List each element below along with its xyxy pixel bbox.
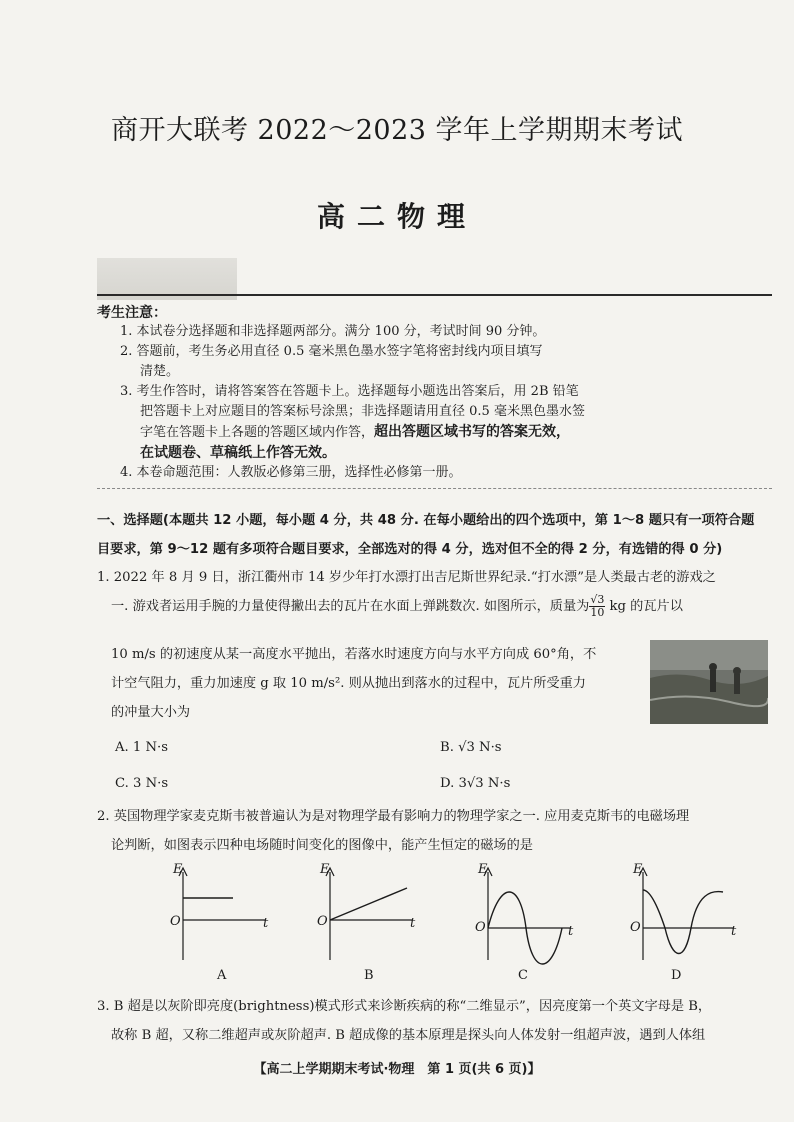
question-line: 的冲量大小为 bbox=[111, 705, 191, 720]
notice-text: 字笔在答题卡上各题的答题区域内作答， bbox=[140, 425, 375, 440]
graph-a-label: A bbox=[217, 968, 227, 983]
axis-t-label: t bbox=[410, 916, 416, 931]
question-text: 一. 游戏者运用手腕的力量使得撇出去的瓦片在水面上弹跳数次. 如图所示，质量为 bbox=[111, 599, 590, 614]
notice-line: 1. 本试卷分选择题和非选择题两部分。满分 100 分，考试时间 90 分钟。 bbox=[120, 324, 546, 339]
question-line: 10 m/s 的初速度从某一高度水平抛出，若落水时速度方向与水平方向成 60°角，不 bbox=[111, 647, 597, 662]
option-d: D. 3√3 N·s bbox=[440, 776, 511, 791]
question-line: 论判断，如图表示四种电场随时间变化的图像中，能产生恒定的磁场的是 bbox=[111, 838, 533, 853]
axis-e-label: E bbox=[320, 862, 330, 877]
question-3 bbox=[97, 992, 777, 1050]
question-line: 3. B 超是以灰阶即亮度(brightness)模式形式来诊断疾病的称“二维显示”，因亮度第一个英文字母是 B， bbox=[97, 999, 712, 1014]
section-divider bbox=[97, 488, 772, 489]
graph-b bbox=[312, 860, 422, 990]
page-footer: 【高二上学期期末考试·物理 第 1 页(共 6 页)】 bbox=[253, 1062, 541, 1077]
graph-b-label: B bbox=[364, 968, 374, 983]
origin-label: O bbox=[475, 920, 486, 935]
question-line: 计空气阻力，重力加速度 g 取 10 m/s². 则从抛出到落水的过程中，瓦片所受重力 bbox=[111, 676, 586, 691]
mass-fraction bbox=[589, 594, 605, 619]
graph-c-label: C bbox=[518, 968, 528, 983]
section-line: 目要求，第 9～12 题有多项符合题目要求，全部选对的得 4 分，选对但不全的得 2 分，有选错的得 0 分) bbox=[97, 542, 723, 557]
axis-t-label: t bbox=[263, 916, 269, 931]
graph-d-plot bbox=[625, 860, 745, 970]
question-1 bbox=[97, 563, 777, 621]
question-1-body bbox=[97, 640, 666, 727]
axis-t-label: t bbox=[731, 924, 737, 939]
notice-heading: 考生注意： bbox=[97, 305, 167, 321]
section-instructions bbox=[97, 506, 777, 564]
question-line: 1. 2022 年 8 月 9 日，浙江衢州市 14 岁少年打水漂打出吉尼斯世界纪录.“打水漂”是人类最古老的游戏之 bbox=[97, 570, 716, 585]
notice-line bbox=[120, 422, 660, 443]
fraction-denominator: 10 bbox=[590, 606, 605, 619]
origin-label: O bbox=[317, 914, 328, 929]
section-line: 一、选择题(本题共 12 小题，每小题 4 分，共 48 分. 在每小题给出的四个选项中，第 1～8 题只有一项符合题 bbox=[97, 513, 755, 528]
option-b: B. √3 N·s bbox=[440, 740, 502, 755]
fraction-numerator: √3 bbox=[590, 593, 605, 606]
subject-title: 高二物理 bbox=[316, 200, 477, 233]
option-a: A. 1 N·s bbox=[115, 740, 168, 755]
exam-title: 商开大联考 2022～2023 学年上学期期末考试 bbox=[110, 115, 684, 146]
graph-d bbox=[625, 860, 745, 990]
stone-skipping-photo bbox=[650, 640, 768, 724]
graph-c bbox=[470, 860, 580, 990]
axis-e-label: E bbox=[633, 862, 643, 877]
notice-line: 清楚。 bbox=[140, 364, 180, 379]
notice-line: 3. 考生作答时，请将答案答在答题卡上。选择题每小题选出答案后，用 2B 铅笔 bbox=[120, 384, 579, 399]
header-rule bbox=[97, 294, 772, 296]
option-c: C. 3 N·s bbox=[115, 776, 169, 791]
axis-e-label: E bbox=[478, 862, 488, 877]
notice-emphasis: 超出答题区域书写的答案无效， bbox=[374, 424, 571, 440]
question-line: 故称 B 超，又称二维超声或灰阶超声. B 超成像的基本原理是探头向人体发射一组超声波，遇到人体组 bbox=[111, 1028, 706, 1043]
graph-d-label: D bbox=[671, 968, 682, 983]
axis-t-label: t bbox=[568, 924, 574, 939]
notice-line: 4. 本卷命题范围：人教版必修第三册，选择性必修第一册。 bbox=[120, 465, 462, 480]
question-text: kg 的瓦片以 bbox=[605, 599, 683, 614]
question-line: 2. 英国物理学家麦克斯韦被普遍认为是对物理学最有影响力的物理学家之一. 应用麦克斯韦的电磁场理 bbox=[97, 809, 690, 824]
notice-line: 把答题卡上对应题目的答案标号涂黑；非选择题请用直径 0.5 毫米黑色墨水签 bbox=[140, 404, 585, 419]
axis-e-label: E bbox=[173, 862, 183, 877]
question-2 bbox=[97, 802, 777, 860]
graph-a bbox=[165, 860, 275, 990]
origin-label: O bbox=[170, 914, 181, 929]
notice-emphasis: 在试题卷、草稿纸上作答无效。 bbox=[140, 445, 336, 461]
origin-label: O bbox=[630, 920, 641, 935]
question-line bbox=[97, 592, 777, 621]
notice-block bbox=[120, 322, 660, 483]
notice-line: 2. 答题前，考生务必用直径 0.5 毫米黑色墨水签字笔将密封线内项目填写 bbox=[120, 344, 543, 359]
